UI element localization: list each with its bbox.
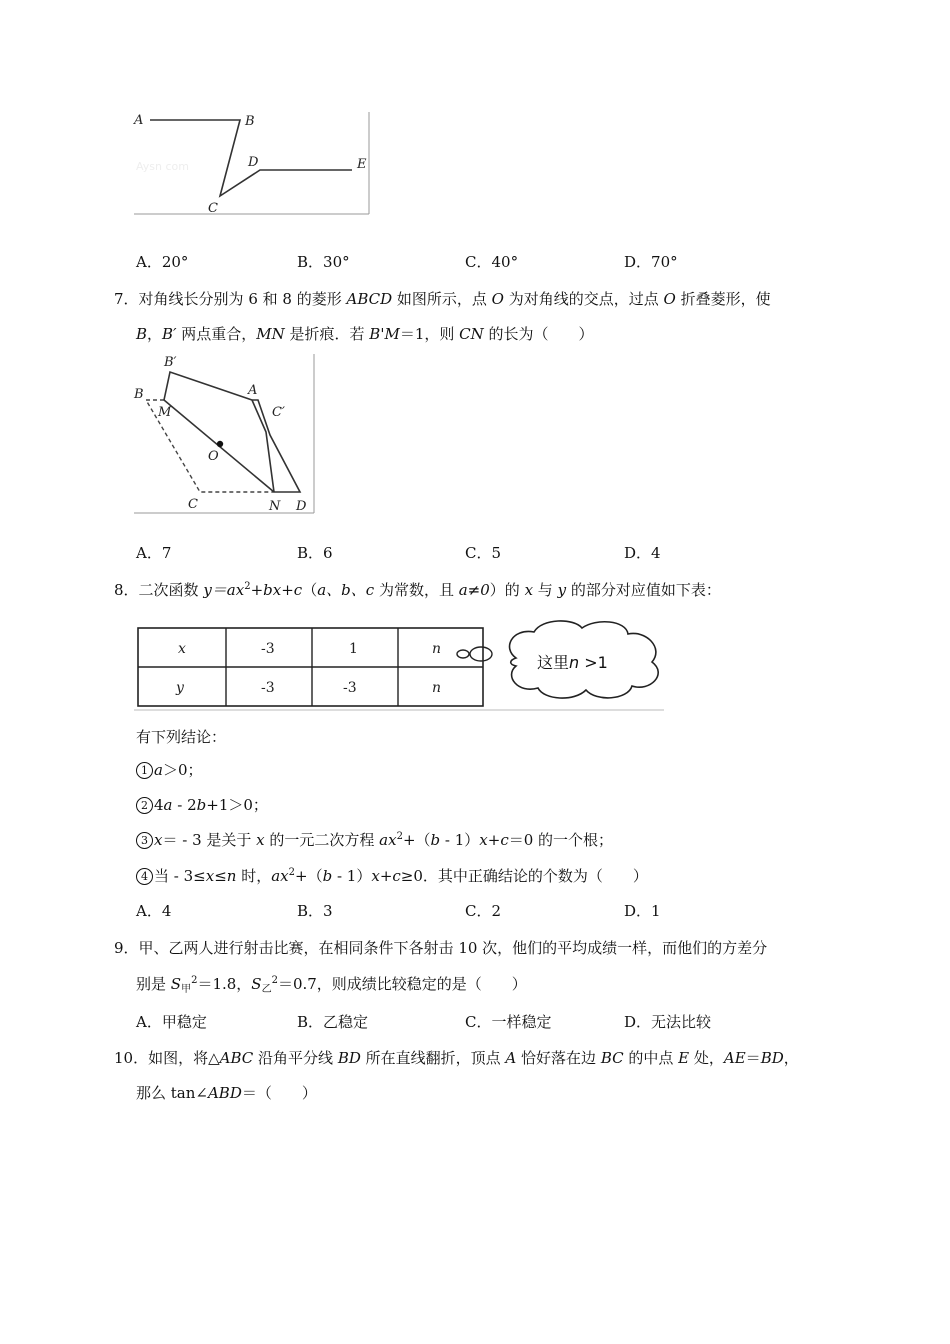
- thought-cloud: [457, 621, 658, 698]
- table-cell-r2c4: n: [432, 680, 442, 696]
- q9-option-d[interactable]: D．无法比较: [624, 1013, 712, 1031]
- q8-option-c[interactable]: C．2: [465, 902, 502, 920]
- fig6-label-D: D: [248, 155, 259, 170]
- fig6-label-E: E: [357, 157, 367, 172]
- fig7-label-N: N: [269, 499, 281, 514]
- q9-stem-line1: 9．甲、乙两人进行射击比赛，在相同条件下各射击 10 次，他们的平均成绩一样，而他们的方差分: [114, 939, 768, 957]
- q6-option-b[interactable]: B．30°: [297, 253, 350, 271]
- q9-option-c[interactable]: C．一样稳定: [465, 1013, 552, 1031]
- fig6-label-A: A: [134, 113, 144, 128]
- q8-stem: 8．二次函数 $y=ax^2+bx+c(a$、b、c 为常数，且 a≠0）的 x 与 y 的部分对应值如下表：: [114, 581, 721, 599]
- q6-option-a[interactable]: A．20°: [136, 253, 189, 271]
- q8-conclusion-1: 1 a＞0；: [136, 760, 203, 780]
- fig7-label-B1: B′: [164, 355, 177, 370]
- table-cell-r1c3: 1: [349, 641, 358, 657]
- fig7-folded-edge: [164, 372, 252, 400]
- fig7-label-B: B: [134, 387, 144, 402]
- q7-option-d[interactable]: D．4: [624, 544, 661, 562]
- q10-stem-line1: 10．如图，将△ABC 沿角平分线 BD 所在直线翻折，顶点 A 恰好落在边 BC 的中点 E 处，AE＝BD，: [114, 1049, 799, 1067]
- value-table: [138, 628, 483, 706]
- q8-option-d[interactable]: D．1: [624, 902, 661, 920]
- fig7-label-D: D: [296, 499, 307, 514]
- q8-option-b[interactable]: B．3: [297, 902, 333, 920]
- q7-stem-line2: B，B′ 两点重合，MN 是折痕．若 B'M＝1，则 CN 的长为（ ）: [136, 325, 594, 343]
- q9-stem-line2: 别是 $S_甲^2=1.8$，$S_乙^2=0.7$，则成绩比较稳定的是（ ）: [136, 975, 527, 995]
- fig7-label-A: A: [248, 383, 258, 398]
- fig7-label-C: C: [188, 497, 198, 512]
- cloud-text: 这里n >1: [537, 653, 608, 672]
- table-cell-r2c3: -3: [343, 680, 357, 696]
- q8-table-figure: [134, 618, 668, 714]
- table-cell-r2c1: y: [176, 680, 184, 696]
- fig6-label-B: B: [245, 114, 255, 129]
- q7-figure: [128, 352, 318, 517]
- fig6-label-C: C: [208, 201, 218, 216]
- q9-option-b[interactable]: B．乙稳定: [297, 1013, 369, 1031]
- q7-option-c[interactable]: C．5: [465, 544, 502, 562]
- q6-option-c[interactable]: C．40°: [465, 253, 519, 271]
- fig7-label-C1: C′: [272, 405, 285, 420]
- table-cell-r1c4: n: [432, 641, 442, 657]
- fig7-label-M: M: [158, 405, 172, 420]
- q8-conclusion-4: 4 当 - 3≤x≤n 时，$ax^2+(b - 1)x+c\ge 0$．其中正确结论的个数为（ ）: [136, 866, 648, 886]
- fig7-label-O: O: [208, 449, 219, 464]
- q8-conclusion-2: 2 4a - 2b+1＞0；: [136, 795, 268, 815]
- q7-option-b[interactable]: B．6: [297, 544, 333, 562]
- q9-option-a[interactable]: A．甲稳定: [136, 1013, 207, 1031]
- q8-option-a[interactable]: A．4: [136, 902, 172, 920]
- q6-option-d[interactable]: D．70°: [624, 253, 678, 271]
- table-cell-r1c2: -3: [261, 641, 275, 657]
- q10-stem-line2: 那么 tan∠ABD＝（ ）: [136, 1084, 317, 1102]
- table-cell-r2c2: -3: [261, 680, 275, 696]
- table-cell-r1c1: x: [178, 641, 186, 657]
- q8-conclusion-3: 3 x＝ - 3 是关于 x 的一元二次方程 $ax^2+(b - 1)x+c=0$ 的一个根；: [136, 830, 613, 850]
- fig6-watermark: Aysn com: [136, 160, 189, 173]
- q8-intro: 有下列结论：: [136, 728, 227, 746]
- q7-stem-line1: 7．对角线长分别为 6 和 8 的菱形 ABCD 如图所示，点 O 为对角线的交点，过点 O 折叠菱形，使: [114, 290, 771, 308]
- q7-option-a[interactable]: A．7: [136, 544, 172, 562]
- q6-figure: [128, 108, 373, 218]
- fig7-point-O: [217, 441, 223, 447]
